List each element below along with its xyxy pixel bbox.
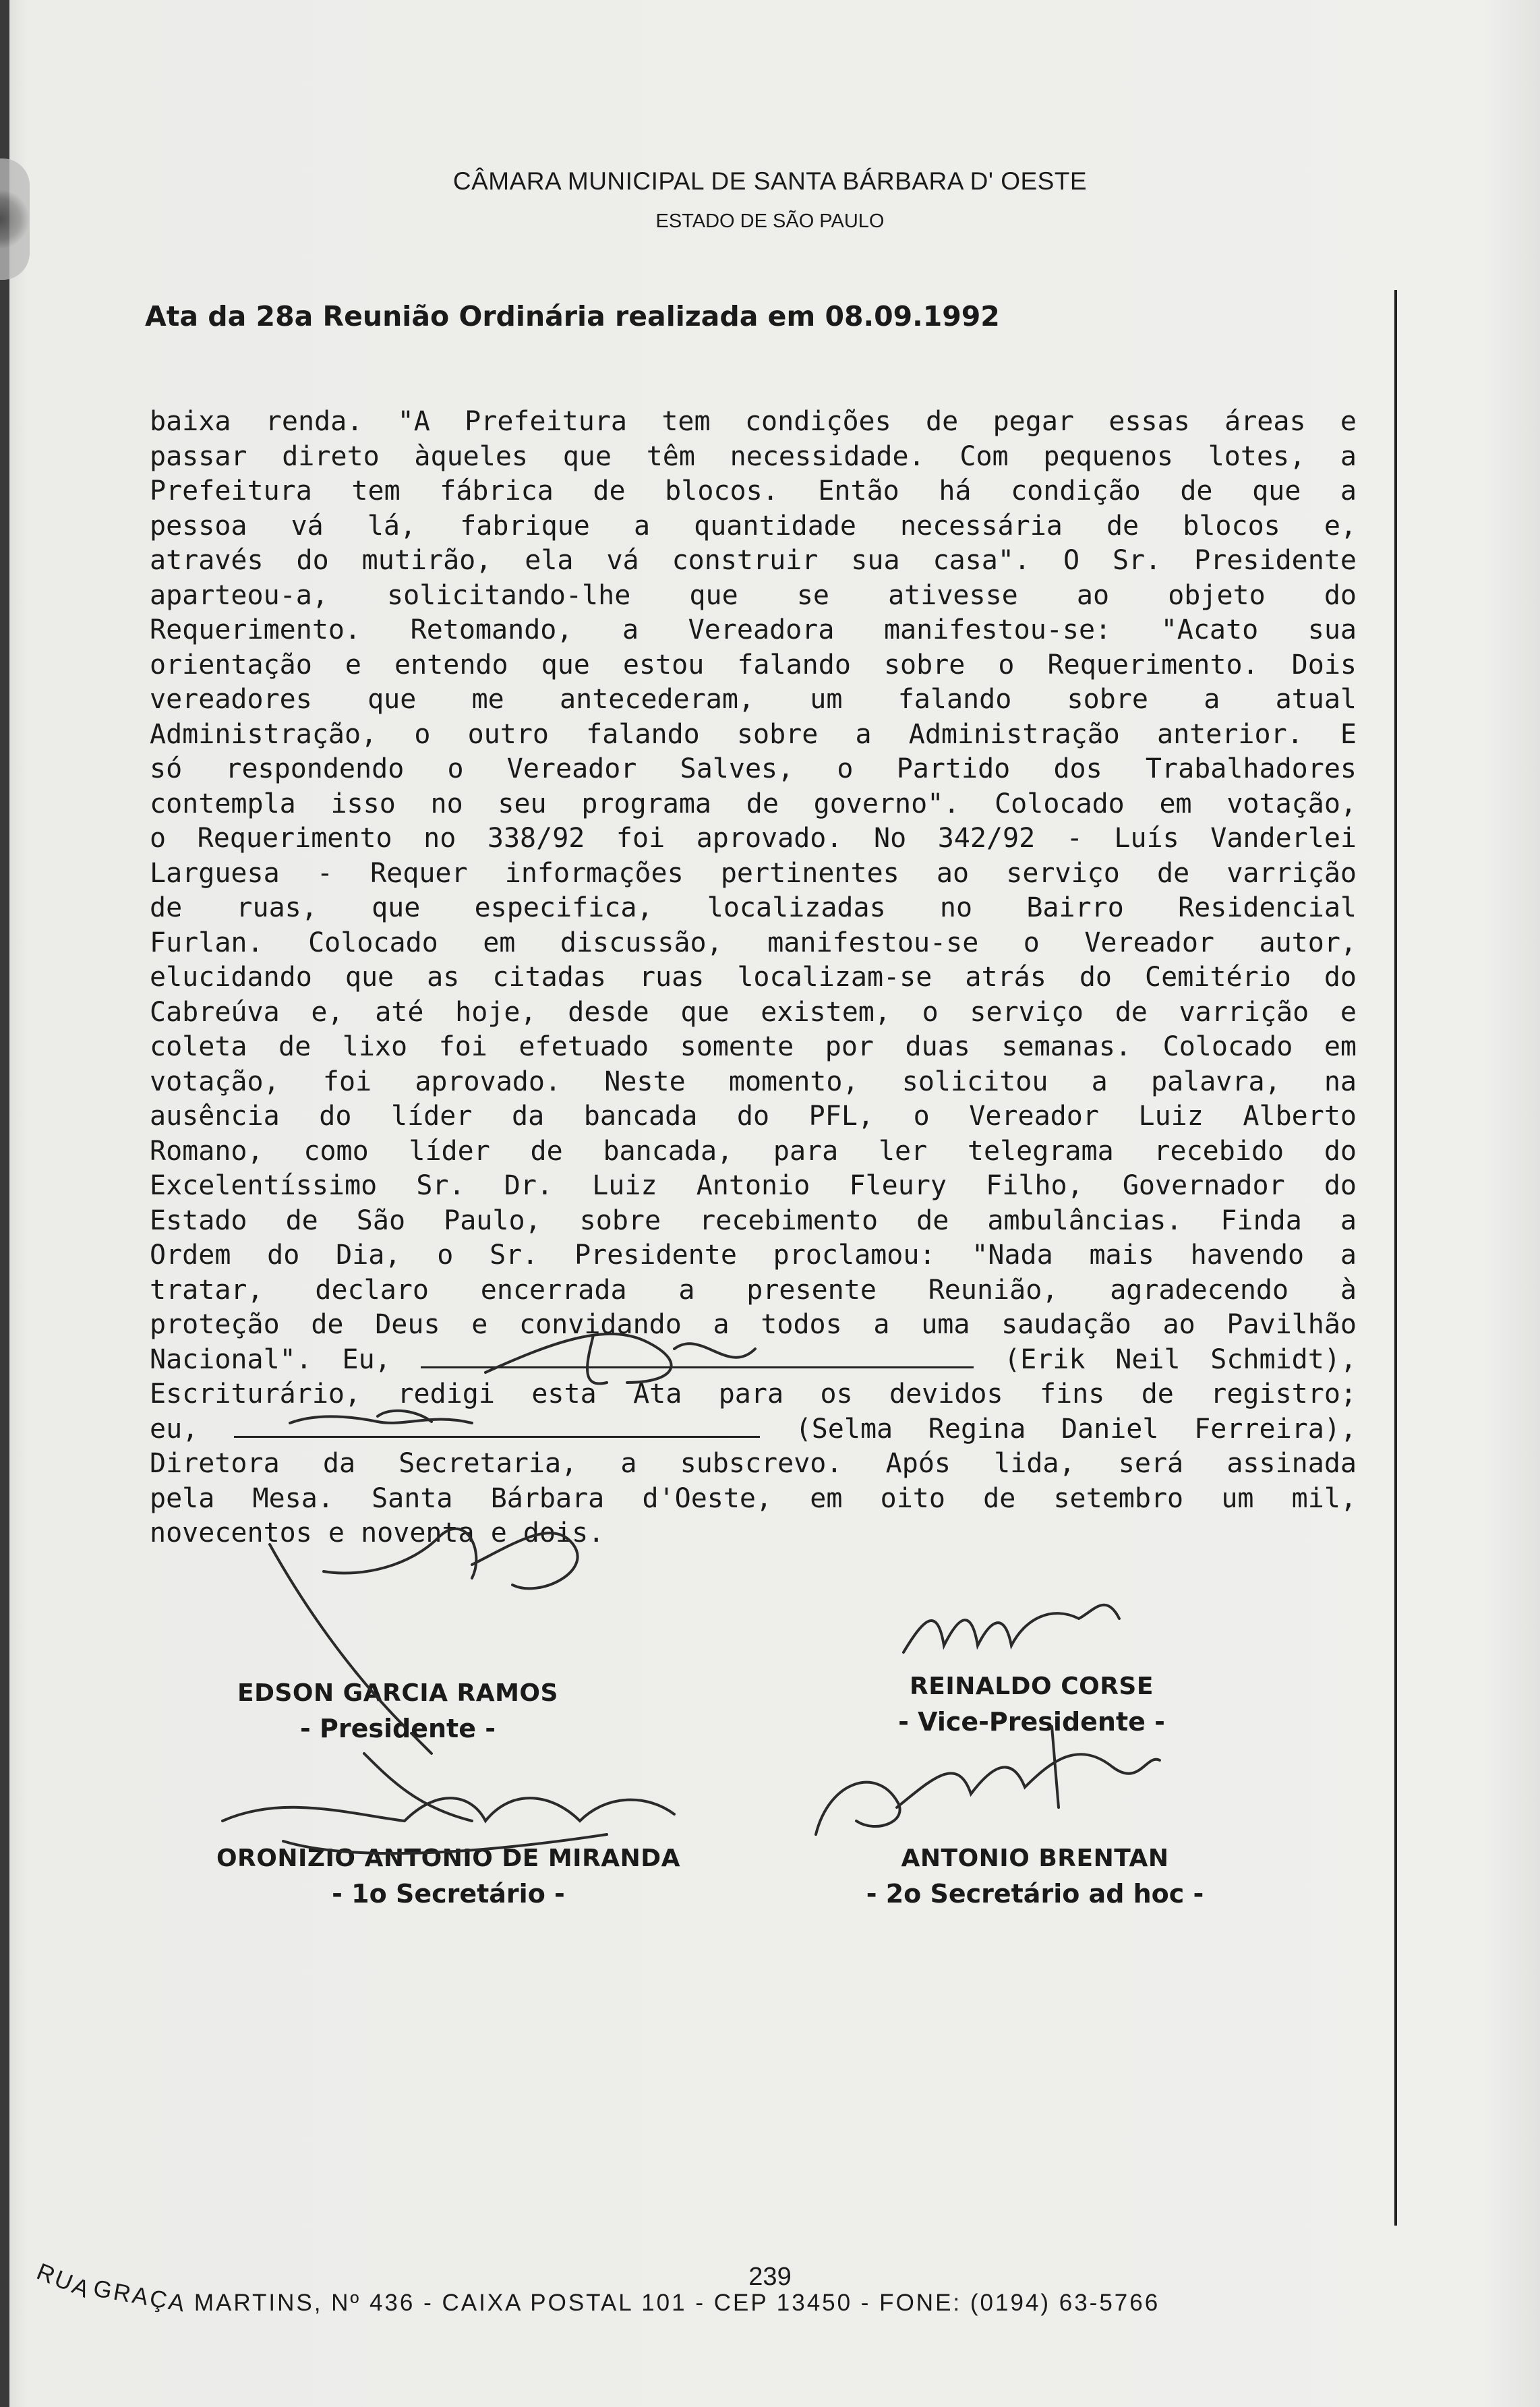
signature-blank-selma <box>234 1416 760 1438</box>
body-line: vereadores que me antecederam, um falando sobre a atual <box>150 684 1357 715</box>
signature-antonio-scribble <box>816 1727 1160 1834</box>
body-line: Requerimento. Retomando, a Vereadora manifestou-se: "Acato sua <box>150 614 1357 645</box>
signature-segundo-secretario <box>769 1845 1301 1909</box>
body-line: passar direto àqueles que têm necessidade. Com pequenos lotes, a <box>150 440 1357 472</box>
body-line: coleta de lixo foi efetuado somente por duas semanas. Colocado em <box>150 1031 1357 1062</box>
eu-start: eu, <box>150 1413 199 1445</box>
signer-role: - 2o Secretário ad hoc - <box>866 1879 1204 1909</box>
page-number: 239 <box>748 2263 792 2291</box>
body-line: Estado de São Paulo, sobre recebimento de ambulâncias. Finda a <box>150 1205 1357 1236</box>
body-line-nacional <box>150 1343 1357 1378</box>
body-line: Prefeitura tem fábrica de blocos. Então há condição de que a <box>150 475 1357 506</box>
body-lines <box>150 405 1357 1343</box>
body-line: tratar, declaro encerrada a presente Reunião, agradecendo à <box>150 1274 1357 1306</box>
signature-blank-erik <box>421 1346 974 1368</box>
letterhead-org: CÂMARA MUNICIPAL DE SANTA BÁRBARA D' OESTE <box>452 167 1088 195</box>
body-line: só respondendo o Vereador Salves, o Partido dos Trabalhadores <box>150 753 1357 784</box>
footer-part3: MARTINS, Nº 436 - CAIXA POSTAL 101 - CEP 13450 - FONE: (0194) 63-5766 <box>194 2290 1160 2316</box>
signer-name: EDSON GARCIA RAMOS <box>237 1679 558 1707</box>
nacional-end: (Erik Neil Schmidt), <box>1004 1343 1357 1375</box>
body-line: de ruas, que especifica, localizadas no Bairro Residencial <box>150 892 1357 923</box>
margin-rule <box>1394 290 1397 2226</box>
body-line: Romano, como líder de bancada, para ler telegrama recebido do <box>150 1135 1357 1167</box>
body-line: Administração, o outro falando sobre a Administração anterior. E <box>150 718 1357 750</box>
signer-role: - 1o Secretário - <box>332 1879 565 1909</box>
letterhead-state: ESTADO DE SÃO PAULO <box>655 210 885 232</box>
signature-primeiro-secretario <box>155 1845 742 1909</box>
body-line: orientação e entendo que estou falando sobre o Requerimento. Dois <box>150 649 1357 680</box>
body-line-escrit: Escriturário, redigi esta Ata para os devidos fins de registro; <box>150 1379 1357 1410</box>
body-line: Cabreúva e, até hoje, desde que existem, o serviço de varrição e <box>150 996 1357 1028</box>
signer-role: - Vice-Presidente - <box>898 1707 1165 1737</box>
body-line-eu <box>150 1412 1357 1447</box>
body-line: pessoa vá lá, fabrique a quantidade necessária de blocos e, <box>150 510 1357 542</box>
signature-oronizio-scribble <box>223 1753 674 1853</box>
body-line: votação, foi aprovado. Neste momento, solicitou a palavra, na <box>150 1066 1357 1097</box>
body-line: aparteou-a, solicitando-lhe que se ativesse ao objeto do <box>150 579 1357 611</box>
body-line-final: novecentos e noventa e dois. <box>150 1517 605 1548</box>
signer-name: ORONIZIO ANTONIO DE MIRANDA <box>216 1845 681 1872</box>
body-line: através do mutirão, ela vá construir sua casa". O Sr. Presidente <box>150 545 1357 576</box>
signature-presidente <box>196 1679 600 1743</box>
letterhead <box>0 167 1540 233</box>
body-line: elucidando que as citadas ruas localizam-se atrás do Cemitério do <box>150 962 1357 993</box>
eu-end: (Selma Regina Daniel Ferreira), <box>795 1413 1357 1445</box>
body-line: Excelentíssimo Sr. Dr. Luiz Antonio Fleury Filho, Governador do <box>150 1170 1357 1201</box>
body-line: Ordem do Dia, o Sr. Presidente proclamou: "Nada mais havendo a <box>150 1240 1357 1271</box>
signer-name: REINALDO CORSE <box>910 1673 1154 1700</box>
signature-reinaldo-scribble <box>904 1605 1119 1652</box>
body-line: Furlan. Colocado em discussão, manifestou-se o Vereador autor, <box>150 927 1357 958</box>
signature-vice-presidente <box>796 1673 1268 1737</box>
nacional-start: Nacional". Eu, <box>150 1343 391 1375</box>
body-line: contempla isso no seu programa de governo". Colocado em votação, <box>150 788 1357 819</box>
body-line: proteção de Deus e convidando a todos a uma saudação ao Pavilhão <box>150 1309 1357 1340</box>
signer-role: - Presidente - <box>300 1714 496 1743</box>
minutes-title: Ata da 28a Reunião Ordinária realizada em 08.09.1992 <box>145 300 1000 332</box>
body-line: o Requerimento no 338/92 foi aprovado. No 342/92 - Luís Vanderlei <box>150 823 1357 854</box>
body-line: ausência do líder da bancada do PFL, o Vereador Luiz Alberto <box>150 1101 1357 1132</box>
footer-part1: RUA <box>33 2258 95 2304</box>
body-line: Larguesa - Requer informações pertinentes ao serviço de varrição <box>150 857 1357 889</box>
page-edge-shadow <box>0 0 9 2407</box>
body-line-mesa: pela Mesa. Santa Bárbara d'Oeste, em oito de setembro um mil, <box>150 1482 1357 1514</box>
footer-part2: GRAÇA <box>91 2275 189 2317</box>
body-line: baixa renda. "A Prefeitura tem condições de pegar essas áreas e <box>150 406 1357 437</box>
body-line-diretora: Diretora da Secretaria, a subscrevo. Após lida, será assinada <box>150 1448 1357 1479</box>
minutes-body <box>150 405 1357 1551</box>
signer-name: ANTONIO BRENTAN <box>901 1845 1169 1872</box>
